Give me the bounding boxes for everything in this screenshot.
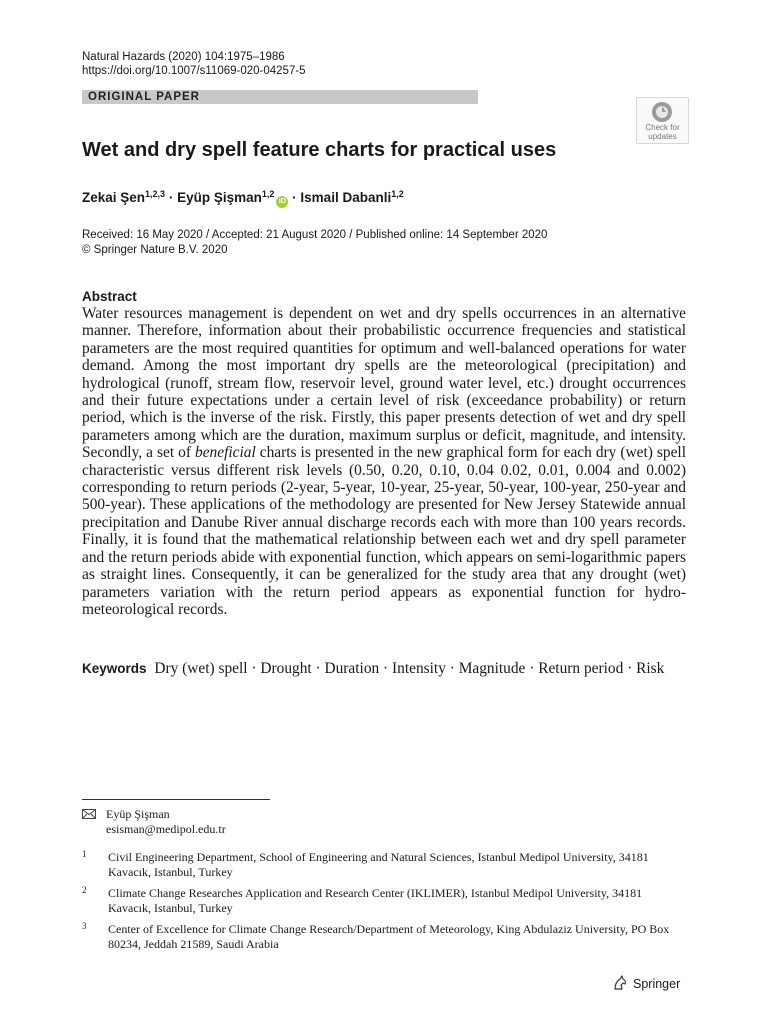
check-updates-icon: [650, 101, 674, 123]
journal-citation: Natural Hazards (2020) 104:1975–1986: [82, 51, 285, 63]
author-separator: ·: [168, 190, 174, 205]
affiliation-text: Climate Change Researches Application and Research Center (IKLIMER), Istanbul Medipol University, 34181 Kavacık, Istanbul, Turkey: [108, 886, 643, 915]
affiliation-item: [82, 922, 682, 952]
paper-title: Wet and dry spell feature charts for practical uses: [82, 139, 557, 161]
keywords-list: Dry (wet) spell · Drought · Duration · Intensity · Magnitude · Return period · Risk: [154, 660, 665, 677]
corresponding-author: [82, 807, 226, 837]
copyright-line: © Springer Nature B.V. 2020: [82, 244, 228, 256]
publisher-logo: [612, 975, 680, 992]
orcid-icon[interactable]: iD: [276, 196, 288, 208]
affiliation-number: 3: [82, 921, 87, 931]
abstract-body: [82, 305, 686, 618]
author-separator: ·: [292, 190, 297, 205]
author-affiliation-marks: 1,2,3: [145, 189, 166, 199]
keywords-section: [82, 660, 686, 678]
author-list: [82, 185, 404, 208]
publisher-name: Springer: [633, 977, 681, 991]
author-name[interactable]: Zekai Şen: [82, 190, 146, 205]
abstract-text-part-1: Water resources management is dependent on wet and dry spells occurrences in an alternative manner. Therefore, information about their probabilistic occurrence frequencies and statistical parameters are the most required quantities for optimum and well-balanced operations for water demand. Among the most important dry spells are the meteorological (precipitation) and hydrological (runoff, stream flow, reservoir level, ground water level, etc.) drought occurrences and their future expectations under a certain level of risk (exceedance probability) or return period, which is the inverse of the risk. Firstly, this paper presents detection of wet and dry spell parameters among which are the duration, maximum surplus or deficit, magnitude, and intensity. Secondly, a set of: [82, 305, 686, 462]
affiliation-text: Center of Excellence for Climate Change Research/Department of Meteorology, King Abdulaziz University, PO Box 80234, Jeddah 21589, Saudi Arabia: [108, 922, 670, 951]
author-affiliation-marks: 1,2: [261, 189, 275, 199]
keywords-label: Keywords: [82, 661, 147, 676]
affiliation-item: [82, 886, 682, 916]
author-name[interactable]: Eyüp Şişman: [177, 190, 262, 205]
check-for-updates-badge[interactable]: [636, 97, 689, 144]
springer-horse-icon: [612, 975, 628, 991]
publication-history: [82, 228, 547, 258]
corresponding-email[interactable]: esisman@medipol.edu.tr: [106, 822, 226, 836]
article-type-banner: [82, 90, 478, 104]
affiliation-item: [82, 850, 682, 880]
abstract-text-part-2: charts is presented in the new graphical form for each dry (wet) spell characteristic versus different risk levels (0.50, 0.20, 0.10, 0.04 0.02, 0.01, 0.004 and 0.002) corresponding to return periods (2-year, 5-year, 10-year, 25-year, 50-year, 100-year, 250-year and 500-year). These applications of the methodology are presented for New Jersey Statewide annual precipitation and Danube River annual discharge records each with more than 100 years records. Finally, it is found that the mathematical relationship between each wet and dry spell parameter and the return periods abide with exponential function, which appears on semi-logarithmic papers as straight lines. Consequently, it can be generalized for the study area that any drought (wet) parameters variation with the return period appears as exponential function for hydro-meteorological records.: [82, 444, 686, 618]
abstract-emphasis: beneficial: [195, 444, 256, 462]
corresponding-name: Eyüp Şişman: [106, 807, 170, 821]
affiliation-number: 2: [82, 885, 87, 895]
article-type-label: ORIGINAL PAPER: [88, 91, 200, 103]
history-dates: Received: 16 May 2020 / Accepted: 21 August 2020 / Published online: 14 September 2020: [82, 229, 548, 241]
badge-line-1: Check for: [645, 123, 680, 132]
footnote-divider: [82, 799, 270, 800]
author-name[interactable]: Ismail Dabanli: [300, 190, 392, 205]
author-affiliation-marks: 1,2: [391, 189, 404, 199]
abstract-heading: Abstract: [82, 289, 137, 304]
badge-line-2: updates: [648, 132, 677, 141]
envelope-icon: [82, 809, 96, 819]
affiliation-text: Civil Engineering Department, School of Engineering and Natural Sciences, Istanbul Medipol University, 34181 Kavacık, Istanbul, Turkey: [108, 850, 649, 879]
doi-link[interactable]: https://doi.org/10.1007/s11069-020-04257-5: [82, 65, 306, 77]
affiliation-number: 1: [82, 849, 87, 859]
